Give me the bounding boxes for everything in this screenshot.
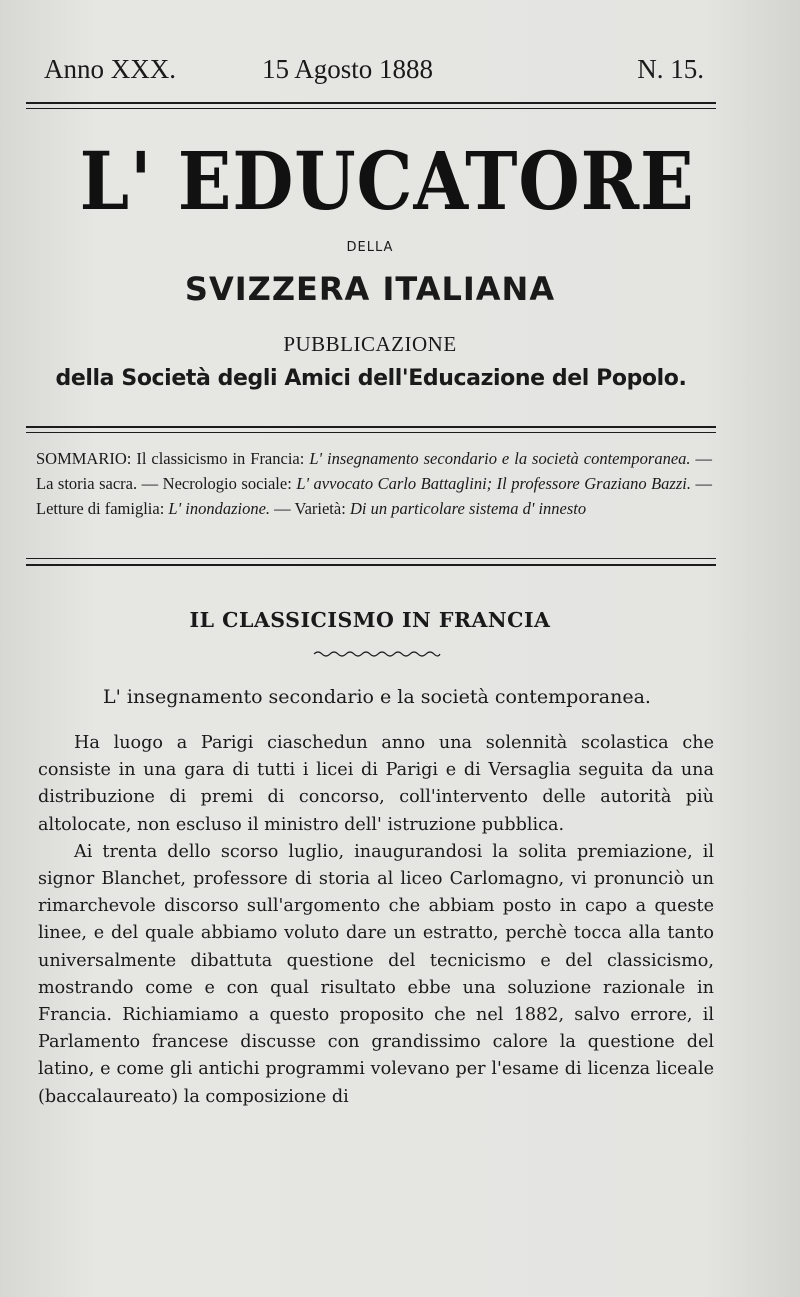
sommario-text: Il classicismo in Francia: [136,449,305,468]
masthead-pubblicazione: PUBBLICAZIONE [283,332,457,356]
sommario-italic: L' inondazione. [168,499,271,518]
sommario-label: SOMMARIO: [36,449,132,468]
sommario-text: — Letture di famiglia: [36,474,713,518]
sommario-italic: L' avvocato Carlo Battaglini; Il professore Graziano Bazzi. [296,474,691,493]
masthead-della: DELLA [346,240,394,255]
sommario-text: — La storia sacra. — Necrologio sociale: [36,449,713,493]
article-body [38,730,714,1111]
issue-number: N. 15. [637,54,704,84]
sommario-italic: Di un particolare sistema d' innesto [349,499,587,518]
issue-date: 15 Agosto 1888 [262,54,434,84]
sommario-rule-bottom [26,564,716,566]
sommario-rule-bottom-inner [26,558,716,559]
table-of-contents [36,446,712,521]
masthead-society: della Società degli Amici dell'Educazione del Popolo. [55,366,687,391]
article-paragraph: Ha luogo a Parigi ciaschedun anno una solennità scolastica che consiste in una gara di tutti i licei di Parigi e di Versaglia seguita da una distribuzione di premi di concorso, coll'intervento delle autorità più altolocate, non escluso il ministro dell' istruzione pubblica. [38,733,714,835]
sommario-text: — Varietà: [274,499,346,518]
ornament-divider [312,648,442,660]
header-rule-top [26,102,716,104]
article-title: IL CLASSICISMO IN FRANCIA [189,608,551,632]
sommario-rule-top-inner [26,432,716,433]
header-rule-bottom [26,108,716,109]
sommario-italic: L' insegnamento secondario e la società contemporanea. [309,449,691,468]
article-subtitle: L' insegnamento secondario e la società contemporanea. [103,686,651,708]
masthead-title: L' EDUCATORE [79,134,695,228]
issue-header [44,54,704,94]
article-paragraph: Ai trenta dello scorso luglio, inaugurandosi la solita premiazione, il signor Blanchet, professore di storia al liceo Carlomagno, vi pronunciò un rimarchevole discorso sull'argomento che abbiam posto in capo a queste linee, e del quale abbiamo voluto dare un estratto, perchè tocca alla tanto universalmente dibattuta questione del tecnicismo e del classicismo, mostrando come e con qual risultato ebbe una soluzione razionale in Francia. Richiamiamo a questo proposito che nel 1882, salvo errore, il Parlamento francese discusse con grandissimo calore la questione del latino, e come gli antichi programmi volevano per l'esame di licenza liceale (baccalaureato) la composizione di [38,841,714,1107]
sommario-rule-top [26,426,716,428]
issue-year: Anno XXX. [44,54,176,84]
masthead-region: SVIZZERA ITALIANA [184,270,556,308]
